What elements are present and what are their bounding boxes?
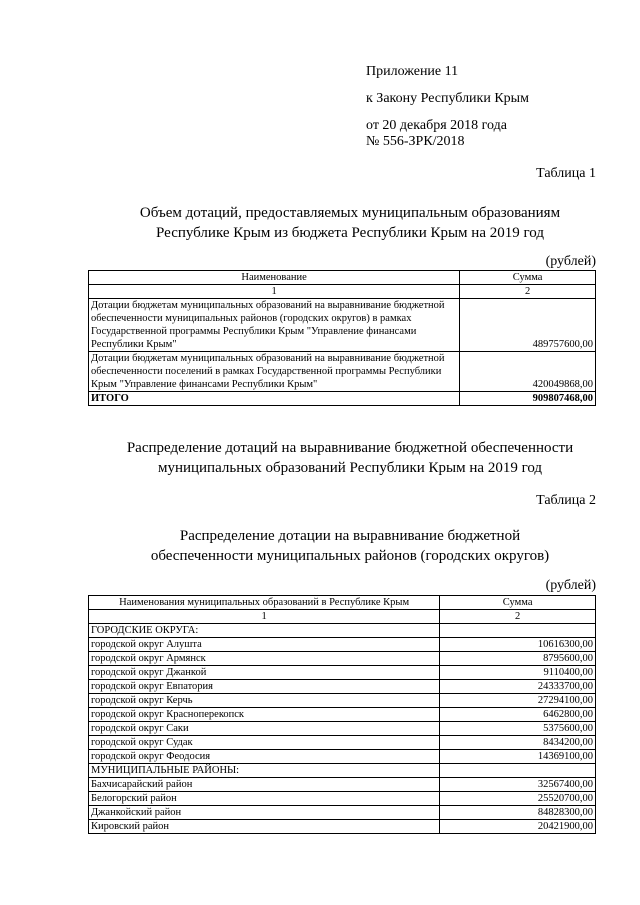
table-row bbox=[89, 352, 596, 392]
table2-col-sum: Сумма bbox=[440, 596, 596, 610]
section-title-line2: муниципальных образований Республики Крым на 2019 год bbox=[157, 460, 543, 476]
city-name: городской округ Красноперекопск bbox=[89, 708, 440, 722]
table-row bbox=[89, 666, 596, 680]
table-row bbox=[89, 778, 596, 792]
district-name: Белогорский район bbox=[89, 792, 440, 806]
table2-group-districts: МУНИЦИПАЛЬНЫЕ РАЙОНЫ: bbox=[89, 764, 440, 778]
table-row bbox=[89, 652, 596, 666]
table-row bbox=[89, 694, 596, 708]
table2-group-empty bbox=[440, 764, 596, 778]
city-sum: 8795600,00 bbox=[440, 652, 596, 666]
city-name: городской округ Евпатория bbox=[89, 680, 440, 694]
city-sum: 24333700,00 bbox=[440, 680, 596, 694]
city-name: городской округ Керчь bbox=[89, 694, 440, 708]
table1-row-sum: 489757600,00 bbox=[460, 299, 596, 352]
table-row bbox=[89, 680, 596, 694]
table1-total-label: ИТОГО bbox=[89, 392, 460, 406]
district-sum: 25520700,00 bbox=[440, 792, 596, 806]
table2 bbox=[88, 595, 596, 834]
table2-title bbox=[60, 526, 640, 566]
city-name: городской округ Саки bbox=[89, 722, 440, 736]
table-row bbox=[89, 806, 596, 820]
district-name: Бахчисарайский район bbox=[89, 778, 440, 792]
table2-num-row bbox=[89, 610, 596, 624]
district-sum: 84828300,00 bbox=[440, 806, 596, 820]
table2-group-row bbox=[89, 624, 596, 638]
city-sum: 27294100,00 bbox=[440, 694, 596, 708]
city-sum: 6462800,00 bbox=[440, 708, 596, 722]
table1-row-name: Дотации бюджетам муниципальных образований на выравнивание бюджетной обеспеченности поселений в рамках Государственной программы Республики Крым "Управление финансами Республики Крым" bbox=[89, 352, 460, 392]
appendix-label: Приложение 11 bbox=[366, 64, 459, 79]
table2-label: Таблица 2 bbox=[536, 493, 596, 508]
table1-header-row bbox=[89, 271, 596, 285]
city-name: городской округ Судак bbox=[89, 736, 440, 750]
table2-col-name: Наименования муниципальных образований в Республике Крым bbox=[89, 596, 440, 610]
table1-row-name: Дотации бюджетам муниципальных образований на выравнивание бюджетной обеспеченности муниципальных районов (городских округов) в рамках Государственной программы Республики Крым "Управление финансами Республики Крым" bbox=[89, 299, 460, 352]
law-date: от 20 декабря 2018 года bbox=[366, 118, 507, 133]
table-row bbox=[89, 708, 596, 722]
table-row bbox=[89, 638, 596, 652]
table-row bbox=[89, 792, 596, 806]
table1-col-sum: Сумма bbox=[460, 271, 596, 285]
table1-num-row bbox=[89, 285, 596, 299]
table-row bbox=[89, 299, 596, 352]
table1-num-2: 2 bbox=[460, 285, 596, 299]
table1-title bbox=[60, 203, 640, 243]
law-number: № 556-ЗРК/2018 bbox=[366, 134, 465, 149]
city-name: городской округ Армянск bbox=[89, 652, 440, 666]
city-sum: 9110400,00 bbox=[440, 666, 596, 680]
table2-title-line1: Распределение дотации на выравнивание бюджетной bbox=[179, 528, 521, 544]
section-title bbox=[60, 438, 640, 478]
section-title-line1: Распределение дотаций на выравнивание бюджетной обеспеченности bbox=[126, 440, 574, 456]
table-row bbox=[89, 820, 596, 834]
table-row bbox=[89, 750, 596, 764]
table1-total-sum: 909807468,00 bbox=[460, 392, 596, 406]
table-row bbox=[89, 722, 596, 736]
table2-group-cities: ГОРОДСКИЕ ОКРУГА: bbox=[89, 624, 440, 638]
table2-group-row bbox=[89, 764, 596, 778]
table2-header-row bbox=[89, 596, 596, 610]
table1-total-row bbox=[89, 392, 596, 406]
city-sum: 14369100,00 bbox=[440, 750, 596, 764]
table1-row-sum: 420049868,00 bbox=[460, 352, 596, 392]
district-sum: 20421900,00 bbox=[440, 820, 596, 834]
district-name: Кировский район bbox=[89, 820, 440, 834]
table1-title-line2: Республике Крым из бюджета Республики Крым на 2019 год bbox=[156, 225, 544, 241]
law-reference: к Закону Республики Крым bbox=[366, 91, 529, 106]
table2-num-2: 2 bbox=[440, 610, 596, 624]
table2-title-line2: обеспеченности муниципальных районов (городских округов) bbox=[150, 548, 550, 564]
table-row bbox=[89, 736, 596, 750]
city-sum: 10616300,00 bbox=[440, 638, 596, 652]
district-sum: 32567400,00 bbox=[440, 778, 596, 792]
city-sum: 8434200,00 bbox=[440, 736, 596, 750]
city-name: городской округ Феодосия bbox=[89, 750, 440, 764]
city-name: городской округ Алушта bbox=[89, 638, 440, 652]
table1 bbox=[88, 270, 596, 406]
table1-title-line1: Объем дотаций, предоставляемых муниципальным образованиям bbox=[139, 205, 561, 221]
table2-group-empty bbox=[440, 624, 596, 638]
table1-label: Таблица 1 bbox=[536, 166, 596, 181]
table2-unit: (рублей) bbox=[545, 578, 596, 593]
table2-num-1: 1 bbox=[89, 610, 440, 624]
city-name: городской округ Джанкой bbox=[89, 666, 440, 680]
city-sum: 5375600,00 bbox=[440, 722, 596, 736]
district-name: Джанкойский район bbox=[89, 806, 440, 820]
table1-unit: (рублей) bbox=[545, 254, 596, 269]
table1-num-1: 1 bbox=[89, 285, 460, 299]
table1-col-name: Наименование bbox=[89, 271, 460, 285]
